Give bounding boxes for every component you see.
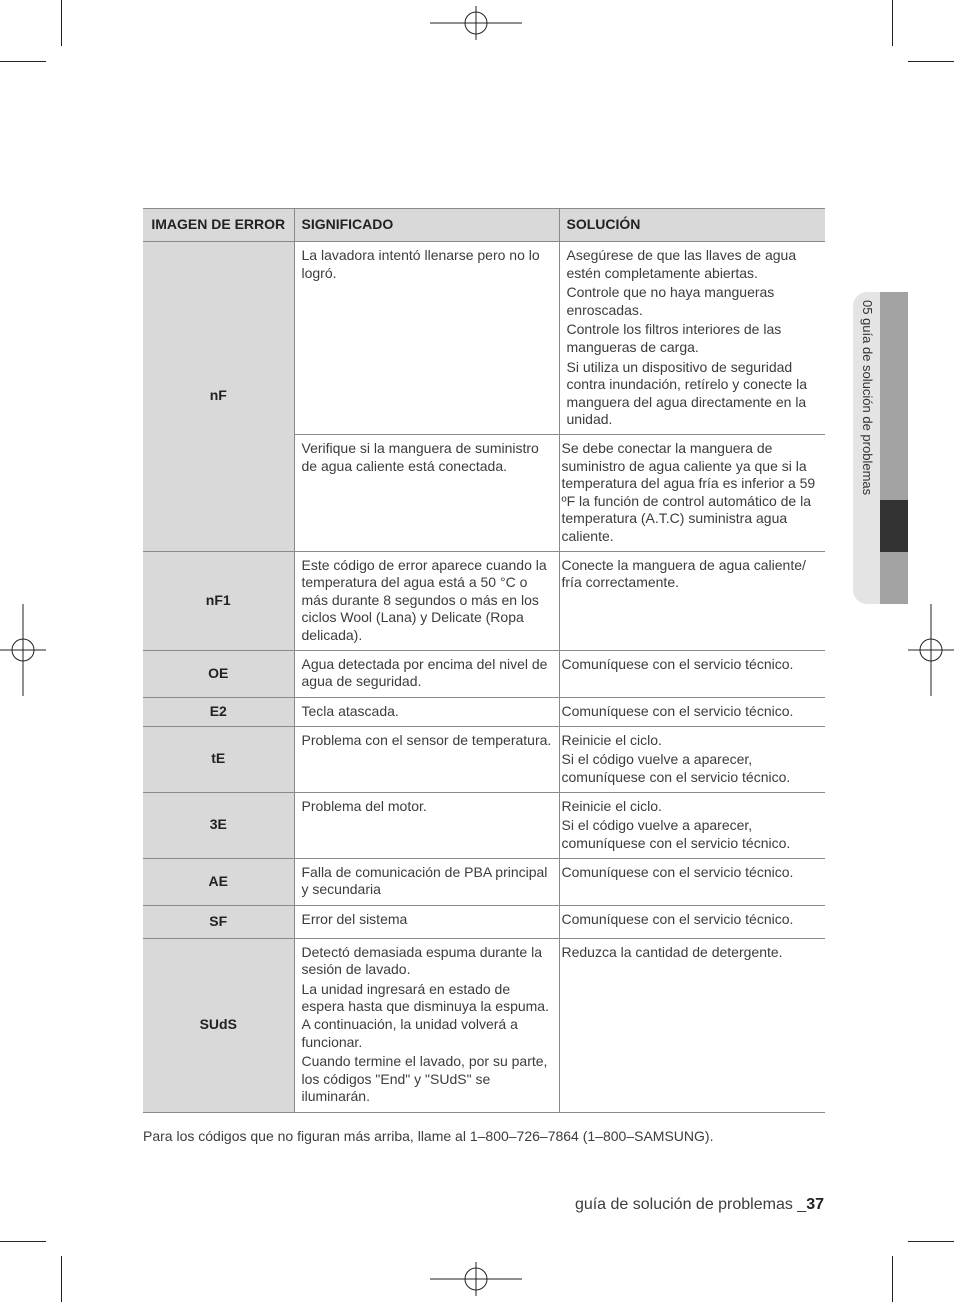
error-code: SF (143, 905, 294, 938)
error-solution: Reduzca la cantidad de detergente. (559, 938, 825, 1112)
registration-mark-icon (908, 604, 954, 696)
meaning-line: Detectó demasiada espuma durante la sesión de lavado. (301, 943, 542, 978)
crop-mark (892, 0, 893, 46)
solution-line: Si el código vuelve a aparecer, comuníquese con el servicio técnico. (561, 751, 791, 785)
chapter-tab-label: 05 guía de solución de problemas (860, 300, 875, 496)
error-meaning: Este código de error aparece cuando la temperatura del agua está a 50 °C o más durante 8 segundos o más en los ciclos Wool (Lana) y Delicate (Ropa delicada). (294, 551, 559, 650)
crop-mark (0, 1241, 46, 1242)
error-meaning: Agua detectada por encima del nivel de agua de seguridad. (294, 650, 559, 697)
error-solution (559, 726, 825, 792)
solution-line: Reinicie el ciclo. (561, 731, 662, 748)
error-solution (559, 792, 825, 858)
meaning-line: La unidad ingresará en estado de espera hasta que disminuya la espuma. A continuación, la unidad volverá a funcionar. (301, 980, 549, 1050)
crop-mark (61, 0, 62, 46)
error-code: OE (143, 650, 294, 697)
error-solution: Conecte la manguera de agua caliente/ fría correctamente. (559, 551, 825, 650)
error-solution: Comuníquese con el servicio técnico. (559, 650, 825, 697)
crop-mark (0, 61, 46, 62)
table-row (143, 242, 825, 435)
crop-mark (908, 61, 954, 62)
error-solution: Comuníquese con el servicio técnico. (559, 858, 825, 905)
table-row (143, 551, 825, 650)
error-code: AE (143, 858, 294, 905)
error-meaning: Problema del motor. (294, 792, 559, 858)
error-meaning: Verifique si la manguera de suministro de agua caliente está conectada. (294, 435, 559, 552)
error-meaning (294, 938, 559, 1112)
solution-line: Controle los filtros interiores de las mangueras de carga. (566, 321, 782, 355)
table-row (143, 726, 825, 792)
error-solution: Comuníquese con el servicio técnico. (559, 697, 825, 726)
table-header-row (143, 209, 825, 242)
footer-section-title: guía de solución de problemas _ (574, 1196, 807, 1213)
error-code-table (143, 208, 825, 1113)
registration-mark-icon (0, 604, 46, 696)
error-code: nF (143, 242, 294, 552)
crop-mark (908, 1241, 954, 1242)
error-solution (559, 242, 825, 435)
footnote: Para los códigos que no figuran más arriba, llame al 1–800–726–7864 (1–800–SAMSUNG). (143, 1128, 714, 1144)
header-error-code: IMAGEN DE ERROR (143, 209, 294, 242)
chapter-tab-marker (880, 500, 908, 552)
error-meaning: Problema con el sensor de temperatura. (294, 726, 559, 792)
solution-line: Si utiliza un dispositivo de seguridad contra inundación, retírelo y conecte la manguera del agua directamente en la unidad. (566, 358, 807, 428)
error-code: SUdS (143, 938, 294, 1112)
error-meaning: La lavadora intentó llenarse pero no lo logró. (294, 242, 559, 435)
crop-mark (61, 1256, 62, 1302)
error-code: tE (143, 726, 294, 792)
error-meaning: Falla de comunicación de PBA principal y secundaria (294, 858, 559, 905)
error-solution: Se debe conectar la manguera de suministro de agua caliente ya que si la temperatura del agua fría es inferior a 59 ºF la función de control automático de la temperatura (A.T.C) suministra agua caliente. (559, 435, 825, 552)
table-row (143, 697, 825, 726)
table-row (143, 905, 825, 938)
table-row (143, 792, 825, 858)
error-code: 3E (143, 792, 294, 858)
error-meaning: Error del sistema (294, 905, 559, 938)
solution-line: Reinicie el ciclo. (561, 797, 662, 814)
page-number: 37 (806, 1196, 824, 1213)
solution-line: Si el código vuelve a aparecer, comuníquese con el servicio técnico. (561, 817, 791, 851)
table-row (143, 650, 825, 697)
chapter-tab-bar (880, 292, 908, 604)
crop-mark (892, 1256, 893, 1302)
solution-line: Controle que no haya mangueras enroscadas. (566, 284, 775, 318)
page-footer (575, 1196, 824, 1214)
header-meaning: SIGNIFICADO (294, 209, 559, 242)
error-solution: Comuníquese con el servicio técnico. (559, 905, 825, 938)
table-row (143, 938, 825, 1112)
error-code: E2 (143, 697, 294, 726)
registration-mark-icon (430, 1262, 522, 1296)
solution-line: Asegúrese de que las llaves de agua estén completamente abiertas. (566, 247, 797, 281)
meaning-line: Cuando termine el lavado, por su parte, los códigos "End" y "SUdS" se iluminarán. (301, 1053, 548, 1105)
registration-mark-icon (430, 6, 522, 40)
error-code: nF1 (143, 551, 294, 650)
header-solution: SOLUCIÓN (559, 209, 825, 242)
error-meaning: Tecla atascada. (294, 697, 559, 726)
table-row (143, 858, 825, 905)
